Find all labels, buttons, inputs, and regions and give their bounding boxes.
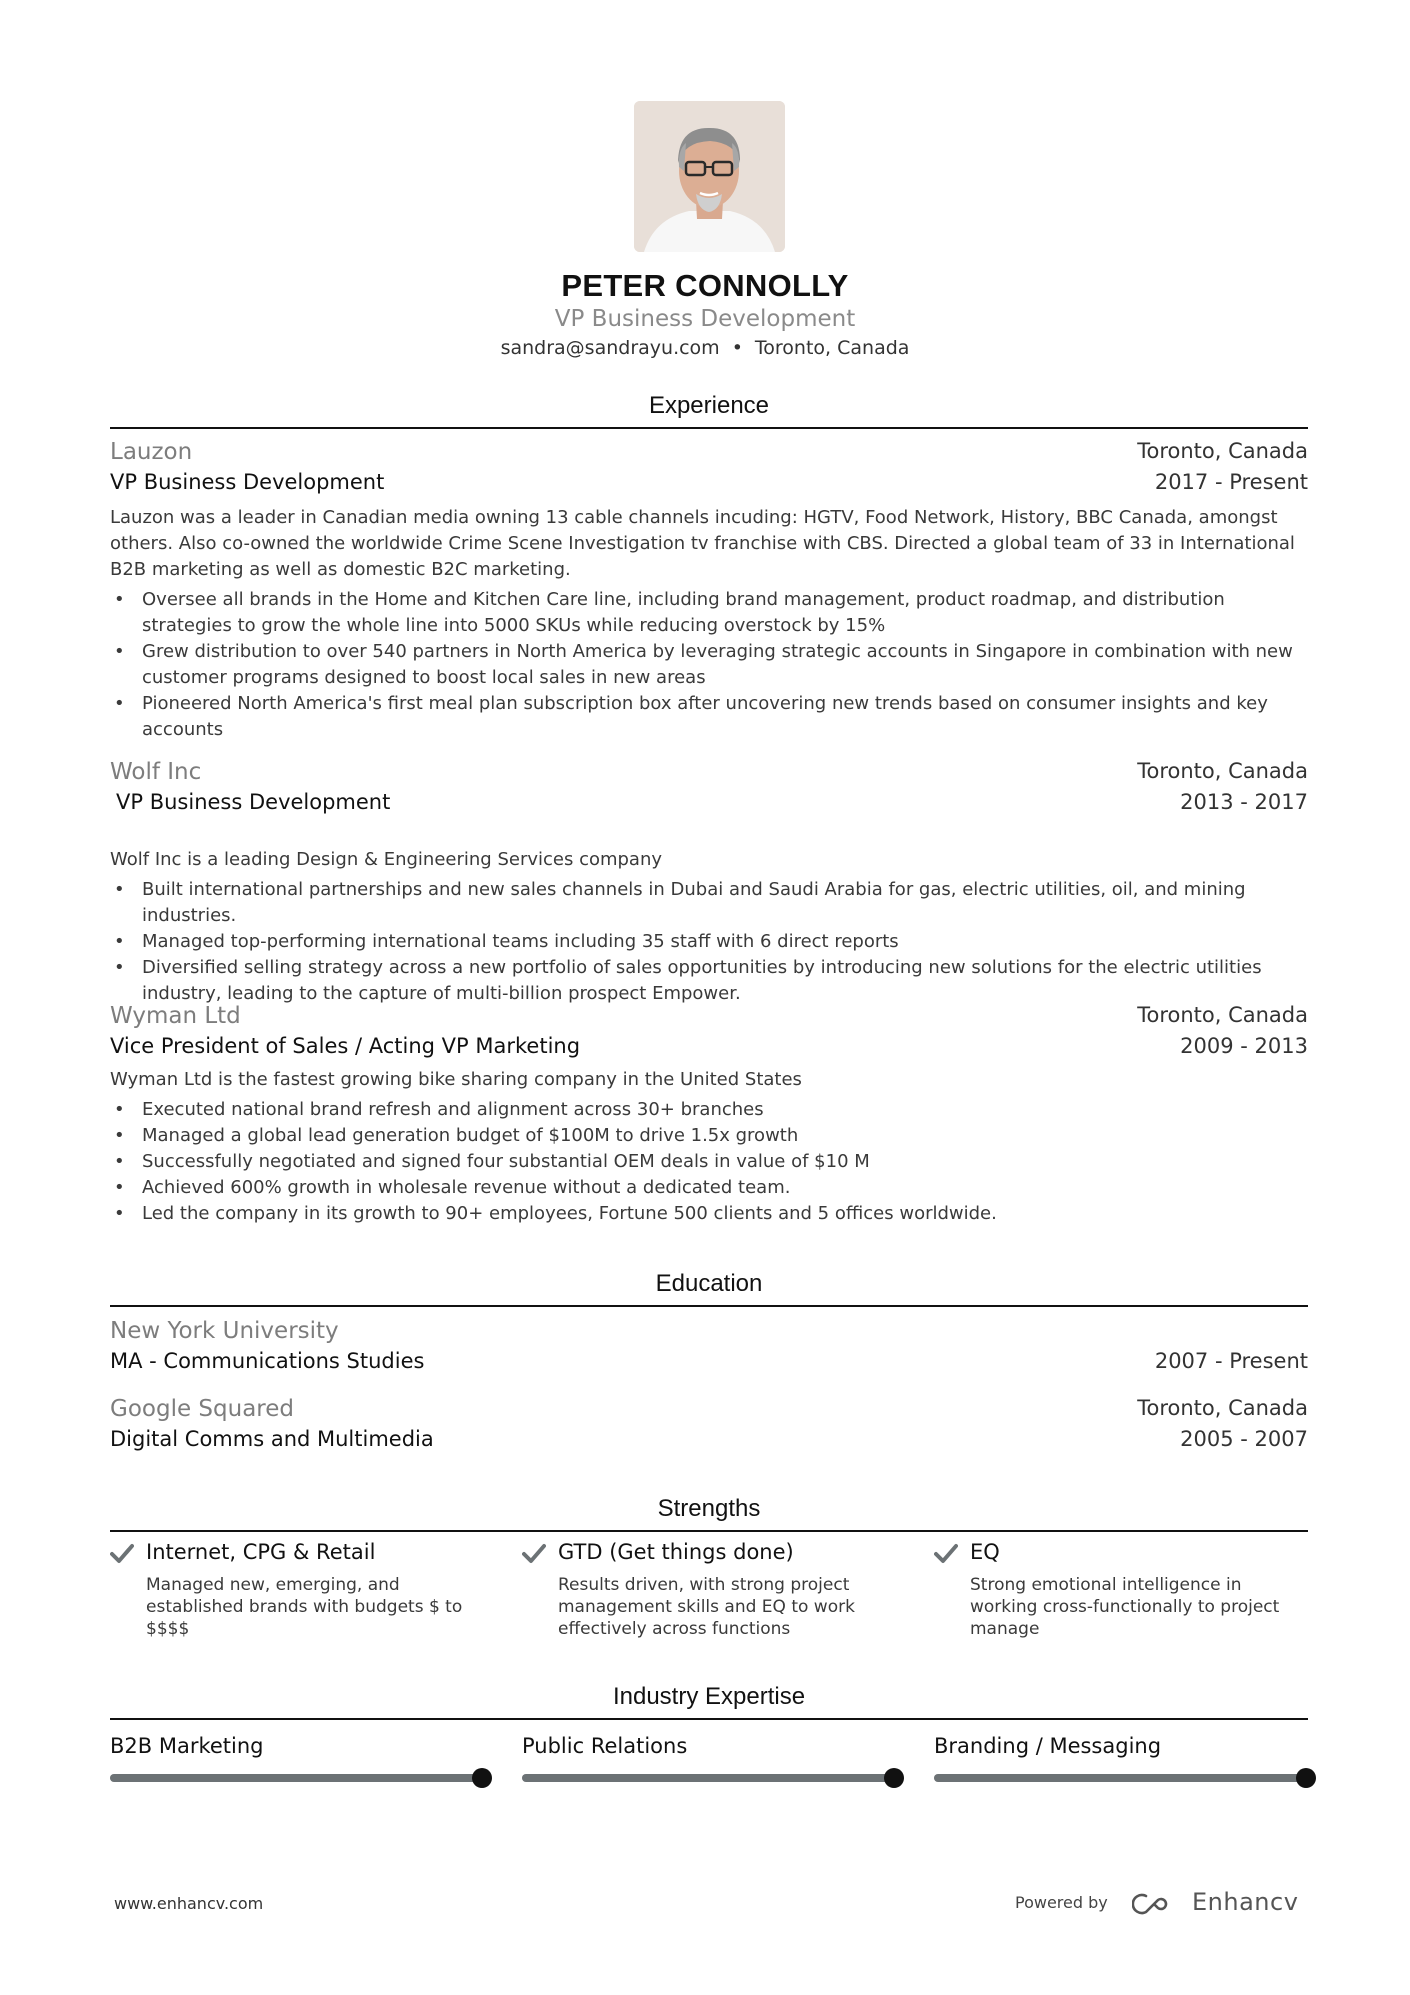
- bullet-icon: •: [114, 879, 125, 900]
- candidate-name: PETER CONNOLLY: [561, 268, 849, 303]
- achievement-list: [110, 877, 1308, 1007]
- experience-heading: Experience: [648, 392, 770, 419]
- check-icon: [110, 1542, 134, 1564]
- list-item: • Managed top-performing international teams including 35 staff with 6 direct reports: [110, 929, 1308, 955]
- skill-bar-knob: [1296, 1768, 1316, 1788]
- strength-description: Managed new, emerging, and established brands with budgets $ to $$$$: [146, 1575, 463, 1639]
- job-dates: 2009 - 2013: [1180, 1034, 1308, 1058]
- contact-line: [0, 337, 1410, 359]
- skill-bar: [522, 1774, 894, 1782]
- bullet-icon: •: [114, 957, 125, 978]
- profile-photo: [634, 101, 785, 252]
- job-dates: 2017 - Present: [1154, 470, 1308, 494]
- education-divider: [110, 1305, 1308, 1307]
- job-title: VP Business Development: [116, 790, 391, 814]
- powered-by-label: Powered by: [1015, 1893, 1108, 1912]
- list-item: • Achieved 600% growth in wholesale revenue without a dedicated team.: [110, 1175, 1308, 1201]
- company-description: Wyman Ltd is the fastest growing bike sharing company in the United States: [110, 1069, 802, 1090]
- list-item: • Pioneered North America's first meal plan subscription box after uncovering new trends based on consumer insights and key accounts: [114, 693, 1268, 740]
- skill-bar-fill: [110, 1774, 482, 1782]
- company-description: Wolf Inc is a leading Design & Engineering Services company: [110, 849, 663, 870]
- school-location: Toronto, Canada: [1137, 1396, 1308, 1420]
- education-entry: [110, 1318, 1308, 1380]
- experience-entry: [110, 759, 1308, 1007]
- contact-separator: •: [731, 337, 743, 359]
- experience-entry: [110, 1003, 1308, 1227]
- strength-title: Internet, CPG & Retail: [146, 1540, 376, 1564]
- education-dates: 2007 - Present: [1154, 1349, 1308, 1373]
- skill-label: B2B Marketing: [110, 1734, 264, 1758]
- strength-description: Results driven, with strong project management skills and EQ to work effectively across functions: [558, 1575, 855, 1639]
- school-name: New York University: [110, 1318, 339, 1344]
- company-name: Wyman Ltd: [110, 1003, 241, 1029]
- skill-bar-knob: [884, 1768, 904, 1788]
- portrait-illustration: [634, 101, 785, 252]
- list-item: • Executed national brand refresh and alignment across 30+ branches: [110, 1097, 1308, 1123]
- candidate-title: VP Business Development: [554, 306, 856, 332]
- bullet-icon: •: [114, 641, 125, 662]
- bullet-icon: •: [114, 589, 125, 610]
- strength-title: EQ: [970, 1540, 1000, 1564]
- degree: Digital Comms and Multimedia: [110, 1427, 434, 1451]
- bullet-icon: •: [114, 1151, 125, 1172]
- footer-website-link[interactable]: www.enhancv.com: [114, 1894, 264, 1913]
- school-name: Google Squared: [110, 1396, 294, 1422]
- achievement-list: [110, 1097, 1308, 1227]
- expertise-heading: Industry Expertise: [612, 1683, 806, 1710]
- skill-label: Branding / Messaging: [934, 1734, 1162, 1758]
- education-entry: [110, 1396, 1308, 1458]
- bullet-icon: •: [114, 931, 125, 952]
- list-item: • Led the company in its growth to 90+ employees, Fortune 500 clients and 5 offices worldwide.: [110, 1201, 1308, 1227]
- bullet-icon: •: [114, 1203, 125, 1224]
- footer-branding[interactable]: [1000, 1883, 1310, 1923]
- degree: MA - Communications Studies: [110, 1349, 425, 1373]
- header-location: Toronto, Canada: [754, 337, 910, 359]
- skill-bar: [934, 1774, 1306, 1782]
- check-icon: [522, 1542, 546, 1564]
- strength-title: GTD (Get things done): [558, 1540, 794, 1564]
- company-name: Lauzon: [110, 439, 193, 465]
- strengths-divider: [110, 1530, 1308, 1532]
- job-location: Toronto, Canada: [1137, 1003, 1308, 1027]
- strength-description: Strong emotional intelligence in working cross-functionally to project manage: [970, 1575, 1280, 1639]
- education-dates: 2005 - 2007: [1180, 1427, 1308, 1451]
- job-location: Toronto, Canada: [1137, 439, 1308, 463]
- skill-bar-knob: [472, 1768, 492, 1788]
- bullet-icon: •: [114, 1099, 125, 1120]
- skill-label: Public Relations: [522, 1734, 688, 1758]
- list-item: • Grew distribution to over 540 partners in North America by leveraging strategic accounts in Singapore in combination with new customer programs designed to boost local sales in new areas: [114, 641, 1293, 688]
- email-link[interactable]: sandra@sandrayu.com: [500, 337, 720, 359]
- experience-entry: [110, 439, 1308, 743]
- skill-bar: [110, 1774, 482, 1782]
- list-item: • Managed a global lead generation budget of $100M to drive 1.5x growth: [110, 1123, 1308, 1149]
- list-item: • Oversee all brands in the Home and Kitchen Care line, including brand management, product roadmap, and distribution strategies to grow the whole line into 5000 SKUs while reducing overstock by 15%: [114, 589, 1225, 636]
- strengths-heading: Strengths: [657, 1495, 761, 1522]
- bullet-icon: •: [114, 1125, 125, 1146]
- list-item: • Diversified selling strategy across a new portfolio of sales opportunities by introducing new solutions for the electric utilities industry, leading to the capture of multi-billion prospect Empower.: [114, 957, 1262, 1004]
- list-item: • Built international partnerships and new sales channels in Dubai and Saudi Arabia for gas, electric utilities, oil, and mining industries.: [114, 879, 1246, 926]
- expertise-divider: [110, 1718, 1308, 1720]
- achievement-list: [110, 587, 1308, 743]
- job-dates: 2013 - 2017: [1180, 790, 1308, 814]
- brand-name: Enhancv: [1192, 1888, 1299, 1916]
- check-icon: [934, 1542, 958, 1564]
- bullet-icon: •: [114, 693, 125, 714]
- job-location: Toronto, Canada: [1137, 759, 1308, 783]
- company-description: Lauzon was a leader in Canadian media owning 13 cable channels incuding: HGTV, Food Network, History, BBC Canada, amongst others. Also co-owned the worldwide Crime Scene Investigation tv franchise with CBS. Directed a global team of 33 in International B2B marketing as well as domestic B2C marketing.: [110, 507, 1295, 580]
- experience-divider: [110, 427, 1308, 429]
- company-name: Wolf Inc: [110, 759, 202, 785]
- skill-bar-fill: [934, 1774, 1306, 1782]
- job-title: Vice President of Sales / Acting VP Marketing: [110, 1034, 581, 1058]
- list-item: • Successfully negotiated and signed four substantial OEM deals in value of $10 M: [110, 1149, 1308, 1175]
- enhancv-logo-icon: [1132, 1892, 1180, 1916]
- skill-bar-fill: [522, 1774, 894, 1782]
- bullet-icon: •: [114, 1177, 125, 1198]
- education-heading: Education: [655, 1270, 763, 1297]
- job-title: VP Business Development: [110, 470, 385, 494]
